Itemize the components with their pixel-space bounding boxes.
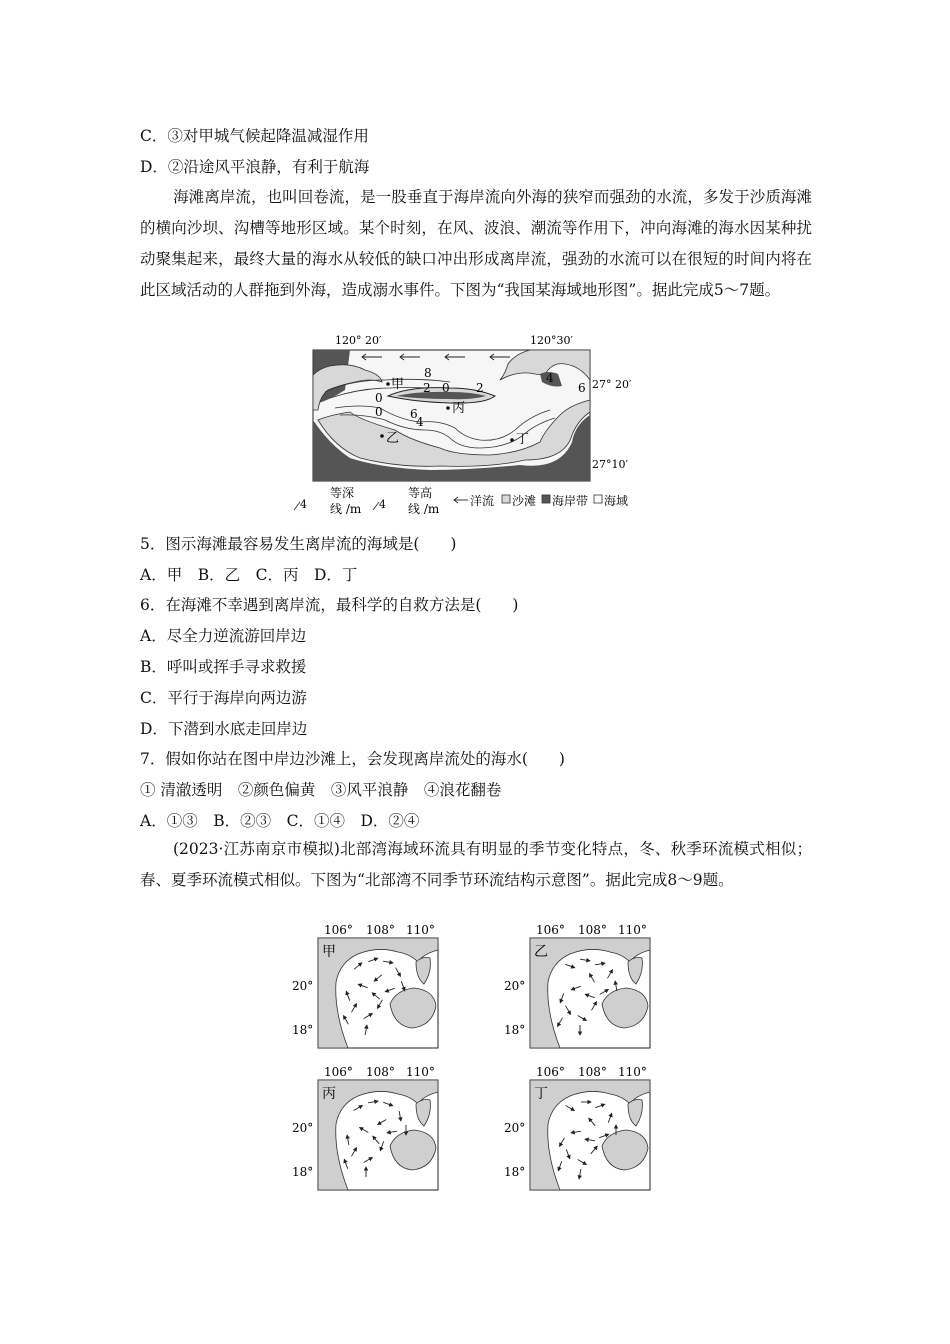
map-legend bbox=[294, 485, 628, 516]
place-ding: 丁 bbox=[516, 432, 530, 447]
contour-label: 8 bbox=[424, 366, 432, 380]
contour-label: 6 bbox=[578, 381, 586, 395]
place-bing: 丙 bbox=[452, 401, 466, 416]
panel-label: 丁 bbox=[534, 1086, 548, 1102]
circulation-panel bbox=[504, 923, 650, 1048]
q5-options: A．甲 B．乙 C．丙 D．丁 bbox=[140, 566, 358, 584]
legend-coast: 海岸带 bbox=[552, 494, 589, 508]
legend-height-label-1: 等高 bbox=[408, 486, 433, 500]
lat-tick-label: 18° bbox=[504, 1165, 526, 1179]
lon-tick-label: 108° bbox=[366, 1065, 395, 1079]
lon-tick-label: 110° bbox=[406, 1065, 435, 1079]
lon-tick-label: 108° bbox=[578, 923, 607, 937]
q6-option-a: A．尽全力逆流游回岸边 bbox=[140, 627, 307, 645]
contour-label: 4 bbox=[416, 415, 424, 429]
contour-label: 6 bbox=[410, 407, 418, 421]
lon-tick-label: 110° bbox=[406, 923, 435, 937]
q5-stem: 5．图示海滩最容易发生离岸流的海域是( ) bbox=[140, 535, 457, 553]
q6-option-b: B．呼叫或挥手寻求救援 bbox=[140, 658, 307, 676]
sea-topographic-map bbox=[290, 330, 670, 520]
place-yi: 乙 bbox=[386, 431, 400, 446]
option-c-prev: C．③对甲城气候起降温减湿作用 bbox=[140, 127, 369, 145]
lon-tick-label: 108° bbox=[366, 923, 395, 937]
lon-left-label: 120° 20′ bbox=[335, 334, 382, 347]
panel-label: 甲 bbox=[322, 944, 336, 960]
q7-options: A．①③ B．②③ C．①④ D．②④ bbox=[140, 812, 420, 830]
legend-current: 洋流 bbox=[470, 494, 495, 508]
lon-right-label: 120°30′ bbox=[530, 334, 573, 347]
legend-beach: 沙滩 bbox=[512, 494, 537, 508]
contour-label: 0 bbox=[375, 391, 383, 405]
legend-depth-label-1: 等深 bbox=[330, 486, 355, 500]
lon-tick-label: 106° bbox=[536, 1065, 565, 1079]
contour-label: 2 bbox=[476, 381, 484, 395]
beibu-gulf-circulation-maps bbox=[290, 922, 670, 1197]
q6-option-d: D．下潜到水底走回岸边 bbox=[140, 720, 308, 738]
circulation-panel bbox=[504, 1065, 650, 1190]
panel-label: 乙 bbox=[534, 944, 548, 960]
passage-rip-current bbox=[140, 182, 812, 306]
lon-tick-label: 106° bbox=[324, 1065, 353, 1079]
q7-items: ① 清澈透明 ②颜色偏黄 ③风平浪静 ④浪花翻卷 bbox=[140, 781, 502, 799]
lon-tick-label: 106° bbox=[324, 923, 353, 937]
lon-tick-label: 106° bbox=[536, 923, 565, 937]
option-d-prev: D．②沿途风平浪静，有利于航海 bbox=[140, 158, 370, 176]
contour-label: 2 bbox=[423, 381, 431, 395]
passage-beibu-gulf bbox=[140, 834, 812, 896]
lat-tick-label: 18° bbox=[292, 1165, 314, 1179]
q6-option-c: C．平行于海岸向两边游 bbox=[140, 689, 307, 707]
legend-sea: 海域 bbox=[604, 494, 629, 508]
lat-tick-label: 20° bbox=[292, 1121, 314, 1135]
lon-tick-label: 110° bbox=[618, 1065, 647, 1079]
legend-depth-label-2: 线 /m bbox=[330, 502, 362, 516]
lat-tick-label: 18° bbox=[292, 1023, 314, 1037]
contour-label: 4 bbox=[546, 371, 554, 385]
legend-height-sample: 4 bbox=[379, 498, 386, 511]
lat-tick-label: 20° bbox=[504, 979, 526, 993]
lon-tick-label: 110° bbox=[618, 923, 647, 937]
legend-height-label-2: 线 /m bbox=[408, 502, 440, 516]
q7-stem: 7．假如你站在图中岸边沙滩上，会发现离岸流处的海水( ) bbox=[140, 750, 565, 768]
lat-top-label: 27° 20′ bbox=[592, 378, 632, 391]
passage-rip-current-text: 海滩离岸流，也叫回卷流，是一股垂直于海岸流向外海的狭窄而强劲的水流，多发于沙质海滩的横向沙坝、沟槽等地形区域。某个时刻，在风、波浪、潮流等作用下，冲向海滩的海水因某种扰动聚集起来，最终大量的海水从较低的缺口冲出形成离岸流，强劲的水流可以在很短的时间内将在此区域活动的人群拖到外海，造成溺水事件。下图为“我国某海域地形图”。据此完成5～7题。 bbox=[140, 188, 812, 299]
lat-tick-label: 20° bbox=[504, 1121, 526, 1135]
passage-beibu-gulf-text: (2023·江苏南京市模拟)北部湾海域环流具有明显的季节变化特点，冬、秋季环流模式相似；春、夏季环流模式相似。下图为“北部湾不同季节环流结构示意图”。据此完成8～9题。 bbox=[140, 840, 812, 889]
circulation-panel bbox=[292, 923, 438, 1048]
place-jia: 甲 bbox=[391, 377, 405, 392]
lat-bottom-label: 27°10′ bbox=[592, 458, 628, 471]
lat-tick-label: 20° bbox=[292, 979, 314, 993]
q6-stem: 6．在海滩不幸遇到离岸流，最科学的自救方法是( ) bbox=[140, 596, 519, 614]
lat-tick-label: 18° bbox=[504, 1023, 526, 1037]
panel-label: 丙 bbox=[322, 1086, 336, 1102]
circulation-panel bbox=[292, 1065, 438, 1190]
contour-label: 0 bbox=[375, 405, 383, 419]
legend-depth-sample: 4 bbox=[300, 498, 307, 511]
contour-label: 0 bbox=[442, 381, 450, 395]
lon-tick-label: 108° bbox=[578, 1065, 607, 1079]
